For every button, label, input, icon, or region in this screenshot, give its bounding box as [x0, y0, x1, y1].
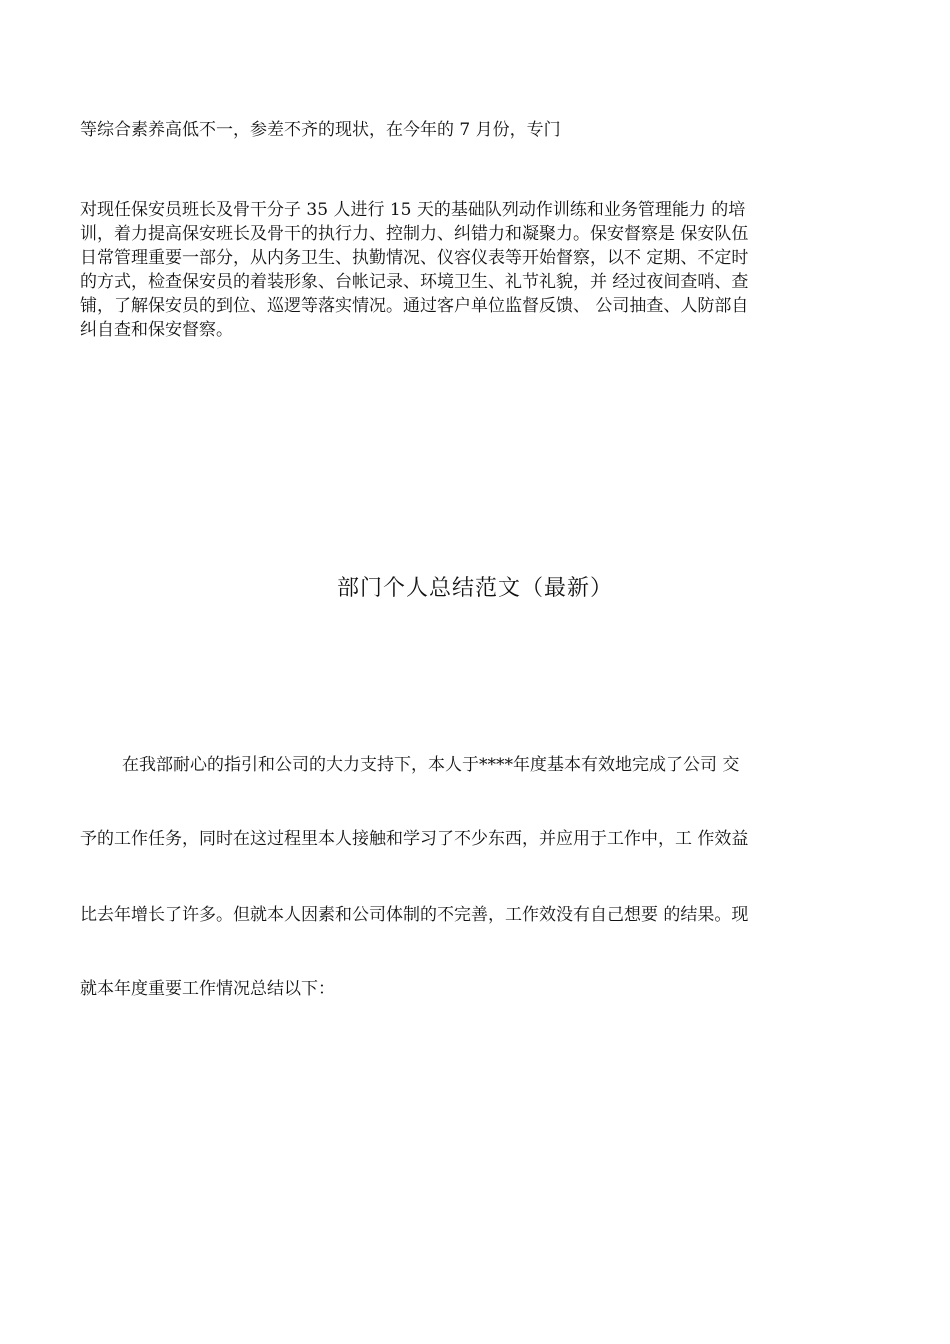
- paragraph-line: 的方式，检查保安员的着装形象、台帐记录、环境卫生、礼节礼貌，并 经过夜间查哨、查: [80, 272, 749, 292]
- paragraph-line: 予的工作任务，同时在这过程里本人接触和学习了不少东西，并应用于工作中，工 作效益: [80, 829, 749, 849]
- document-title: 部门个人总结范文（最新）: [336, 576, 613, 601]
- paragraph-line: 就本年度重要工作情况总结以下：: [80, 979, 335, 999]
- paragraph-line: 训，着力提高保安班长及骨干的执行力、控制力、纠错力和凝聚力。保安督察是 保安队伍: [80, 224, 749, 244]
- paragraph-security-training: [80, 198, 876, 342]
- paragraph-line: 在我部耐心的指引和公司的大力支持下，本人于****年度基本有效地完成了公司 交: [122, 755, 740, 775]
- paragraph-line: 日常管理重要一部分，从内务卫生、执勤情况、仪容仪表等开始督察，以不 定期、不定时: [80, 248, 749, 268]
- top-text-line: 等综合素养高低不一，参差不齐的现状，在今年的 7 月份，专门: [80, 120, 561, 140]
- paragraph-line: 比去年增长了许多。但就本人因素和公司体制的不完善，工作效没有自己想要 的结果。现: [80, 905, 749, 925]
- paragraph-line: 铺，了解保安员的到位、巡逻等落实情况。通过客户单位监督反馈、 公司抽查、人防部自: [80, 296, 749, 316]
- paragraph-line: 对现任保安员班长及骨干分子 35 人进行 15 天的基础队列动作训练和业务管理能力 的培: [80, 200, 746, 220]
- paragraph-line: 纠自查和保安督察。: [80, 320, 233, 340]
